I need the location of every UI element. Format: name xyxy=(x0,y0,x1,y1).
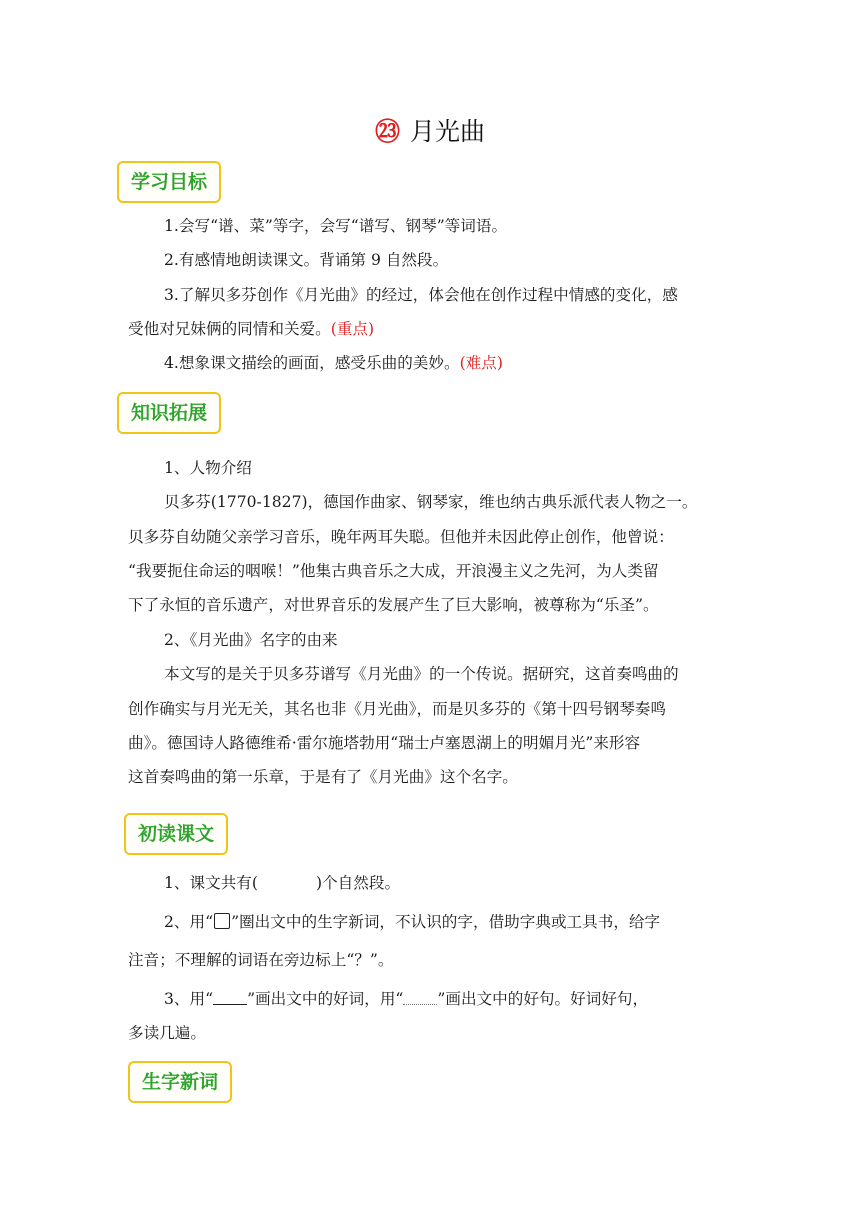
reading-task-3-c: ”画出文中的好句。好词好句， xyxy=(437,990,649,1008)
section-tag-reading: 初读课文 xyxy=(124,813,228,855)
square-circle-icon xyxy=(214,913,230,929)
reading-task-2-b: ”圈出文中的生字新词，不认识的字，借助字典或工具书，给字 xyxy=(231,913,661,931)
knowledge-heading-2: 2、《月光曲》名字的由来 xyxy=(164,631,338,649)
knowledge-para-1-line-4: 下了永恒的音乐遗产，对世界音乐的发展产生了巨大影响，被尊称为“乐圣”。 xyxy=(128,596,659,614)
lesson-number: ㉓ xyxy=(374,117,400,146)
knowledge-para-1-line-2: 贝多芬自幼随父亲学习音乐，晚年两耳失聪。但他并未因此停止创作，他曾说： xyxy=(128,528,674,546)
reading-task-3-cont: 多读几遍。 xyxy=(128,1024,206,1042)
knowledge-heading-1: 1、人物介绍 xyxy=(164,459,252,477)
section-tag-goals: 学习目标 xyxy=(117,161,221,203)
reading-task-3 xyxy=(128,982,768,1016)
reading-task-3-b: ”画出文中的好词，用“ xyxy=(247,990,404,1008)
goal-item-4 xyxy=(128,346,768,380)
difficult-point-mark: (难点) xyxy=(459,354,503,372)
key-point-mark: (重点) xyxy=(330,320,375,338)
goal-item-1: 1.会写“谱、菜”等字，会写“谱写、钢琴”等词语。 xyxy=(164,217,508,235)
knowledge-para-2-line-2: 创作确实与月光无关，其名也非《月光曲》，而是贝多芬的《第十四号钢琴奏鸣 xyxy=(128,700,666,718)
goal-item-3-text: 受他对兄妹俩的同情和关爱。 xyxy=(128,320,331,338)
knowledge-para-2-line-3: 曲》。德国诗人路德维希·雷尔施塔勃用“瑞士卢塞恩湖上的明媚月光”来形容 xyxy=(128,734,641,752)
reading-task-1-b: )个自然段。 xyxy=(315,874,401,892)
reading-task-2 xyxy=(128,905,768,939)
wavy-underline-icon xyxy=(403,986,437,1005)
lesson-title: 月光曲 xyxy=(410,117,486,146)
reading-task-1 xyxy=(128,866,768,900)
straight-underline-icon xyxy=(213,986,247,1005)
section-tag-knowledge: 知识拓展 xyxy=(117,392,221,434)
reading-task-1-a: 1、课文共有( xyxy=(164,874,258,892)
page-title xyxy=(0,112,860,148)
goal-item-2: 2.有感情地朗读课文。背诵第 9 自然段。 xyxy=(164,251,449,269)
goal-item-4-text: 4.想象课文描绘的画面，感受乐曲的美妙。 xyxy=(164,354,460,372)
knowledge-para-1-line-3: “我要扼住命运的咽喉！”他集古典音乐之大成，开浪漫主义之先河，为人类留 xyxy=(128,562,659,580)
knowledge-para-2-line-4: 这首奏鸣曲的第一乐章，于是有了《月光曲》这个名字。 xyxy=(128,768,518,786)
reading-task-2-cont: 注音；不理解的词语在旁边标上“？”。 xyxy=(128,951,394,969)
knowledge-para-1-line-1: 贝多芬(1770-1827)，德国作曲家、钢琴家，维也纳古典乐派代表人物之一。 xyxy=(164,493,698,511)
goal-item-3-cont xyxy=(128,312,732,346)
section-tag-new-words: 生字新词 xyxy=(128,1061,232,1103)
goal-item-3: 3.了解贝多芬创作《月光曲》的经过，体会他在创作过程中情感的变化，感 xyxy=(164,286,678,304)
reading-task-2-a: 2、用“ xyxy=(164,913,214,931)
knowledge-para-2-line-1: 本文写的是关于贝多芬谱写《月光曲》的一个传说。据研究，这首奏鸣曲的 xyxy=(164,665,679,683)
reading-task-3-a: 3、用“ xyxy=(164,990,214,1008)
